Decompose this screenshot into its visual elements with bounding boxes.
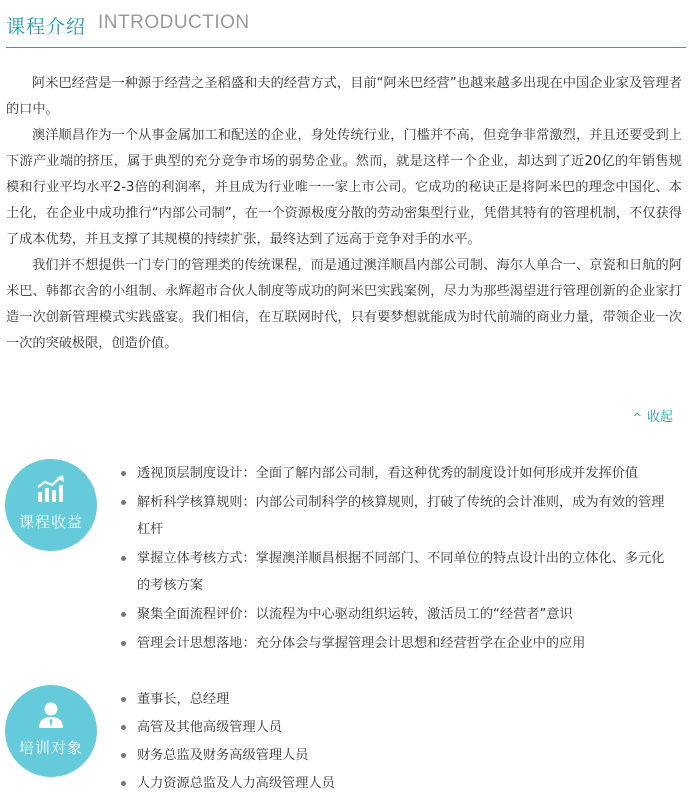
benefits-list [120,460,675,659]
audience-list [120,686,675,798]
title-zh: 课程介绍 [6,16,87,38]
list-item: 管理会计思想落地：充分体会与掌握管理会计思想和经营哲学在企业中的应用 [120,630,675,657]
collapse-button[interactable] [633,406,673,425]
audience-badge [5,685,97,777]
audience-badge-label: 培训对象 [18,739,83,757]
benefits-badge [5,459,97,551]
list-item: 人力资源总监及人力高级管理人员 [120,770,675,797]
list-item: 董事长，总经理 [120,686,675,713]
person-icon [36,701,66,729]
title-en: INTRODUCTION [98,12,250,33]
list-item: 透视顶层制度设计：全面了解内部公司制，看这种优秀的制度设计如何形成并发挥价值 [120,460,675,487]
list-item: 掌握立体考核方式：掌握澳洋顺昌根据不同部门、不同单位的特点设计出的立体化、多元化的考核方案 [120,545,675,599]
chart-growth-icon [36,475,66,503]
benefits-badge-label: 课程收益 [18,513,83,531]
list-item: 财务总监及财务高级管理人员 [120,742,675,769]
list-item: 聚集全面流程评价：以流程为中心驱动组织运转，激活员工的“经营者”意识 [120,601,675,628]
collapse-label: 收起 [646,410,673,425]
intro-paragraph: 澳洋顺昌作为一个从事金属加工和配送的企业，身处传统行业，门槛并不高，但竞争非常激烈，并且还要受到上下游产业端的挤压，属于典型的充分竞争市场的弱势企业。然而，就是这样一个企业，却达到了近20亿的年销售规模和行业平均水平2-3倍的利润率，并且成为行业唯一一家上市公司。它成功的秘诀正是将阿米巴的理念中国化、本土化，在企业中成功推行“内部公司制”，在一个资源极度分散的劳动密集型行业，凭借其特有的管理机制，不仅获得了成本优势，并且支撑了其规模的持续扩张，最终达到了远高于竞争对手的水平。 [6,128,682,247]
intro-text [6,71,682,357]
intro-paragraph: 阿米巴经营是一种源于经营之圣稻盛和夫的经营方式，目前“阿米巴经营”也越来越多出现在中国企业家及管理者的口中。 [6,76,682,117]
chevron-up-icon: ^ [632,411,642,424]
section-header [6,10,686,48]
list-item: 解析科学核算规则：内部公司制科学的核算规则，打破了传统的会计准则，成为有效的管理杠杆 [120,489,675,543]
list-item: 高管及其他高级管理人员 [120,714,675,741]
intro-paragraph: 我们并不想提供一门专门的管理类的传统课程，而是通过澳洋顺昌内部公司制、海尔人单合一、京瓷和日航的阿米巴、韩都衣舍的小组制、永辉超市合伙人制度等成功的阿米巴实践案例，尽力为那些渴望进行管理创新的企业家打造一次创新管理模式实践盛宴。我们相信，在互联网时代，只有要梦想就能成为时代前端的商业力量，带领企业一次一次的突破极限，创造价值。 [6,258,682,351]
